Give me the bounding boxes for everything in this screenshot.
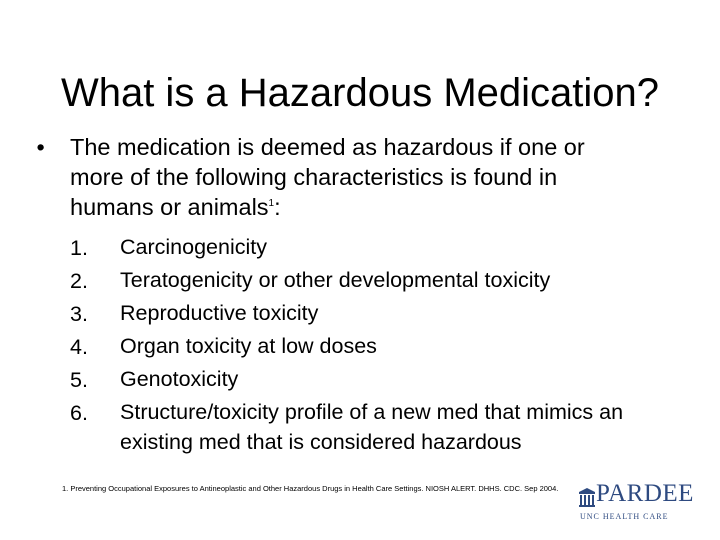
building-icon xyxy=(578,488,596,508)
list-text: Structure/toxicity profile of a new med that mimics an existing med that is considered hazardous xyxy=(120,400,624,454)
list-text: Genotoxicity xyxy=(120,367,239,391)
slide-title: What is a Hazardous Medication? xyxy=(60,70,660,115)
bullet-dot-icon: • xyxy=(30,134,45,160)
footnote: 1. Preventing Occupational Exposures to Antineoplastic and Other Hazardous Drugs in Health Care Settings. NIOSH ALERT. DHHS. CDC. Sep 2004. xyxy=(62,484,559,493)
list-text: Reproductive toxicity xyxy=(120,301,319,325)
list-item xyxy=(70,331,690,364)
list-number: 5. xyxy=(70,368,88,392)
logo-subtitle: UNC HEALTH CARE xyxy=(580,512,669,521)
pardee-logo xyxy=(578,482,698,528)
list-text: Organ toxicity at low doses xyxy=(120,334,377,358)
list-item xyxy=(70,397,690,457)
list-text: Carcinogenicity xyxy=(120,235,267,259)
footnote-ref: 1 xyxy=(268,198,275,210)
bullet-row xyxy=(30,132,690,222)
main-bullet xyxy=(30,132,690,222)
list-number: 3. xyxy=(70,302,88,326)
list-item xyxy=(70,364,690,397)
logo-name: PARDEE xyxy=(596,480,694,507)
bullet-line-3: humans or animals xyxy=(70,194,269,220)
list-number: 6. xyxy=(70,401,88,425)
list-number: 2. xyxy=(70,269,88,293)
list-text: Teratogenicity or other developmental toxicity xyxy=(120,268,551,292)
list-number: 4. xyxy=(70,335,88,359)
list-item xyxy=(70,298,690,331)
list-item xyxy=(70,232,690,265)
bullet-line-1: The medication is deemed as hazardous if one or xyxy=(70,134,585,160)
bullet-text xyxy=(70,132,690,222)
characteristics-list xyxy=(70,232,690,457)
list-item xyxy=(70,265,690,298)
list-number: 1. xyxy=(70,236,88,260)
bullet-line-2: more of the following characteristics is found in xyxy=(70,164,558,190)
bullet-colon: : xyxy=(274,194,281,220)
